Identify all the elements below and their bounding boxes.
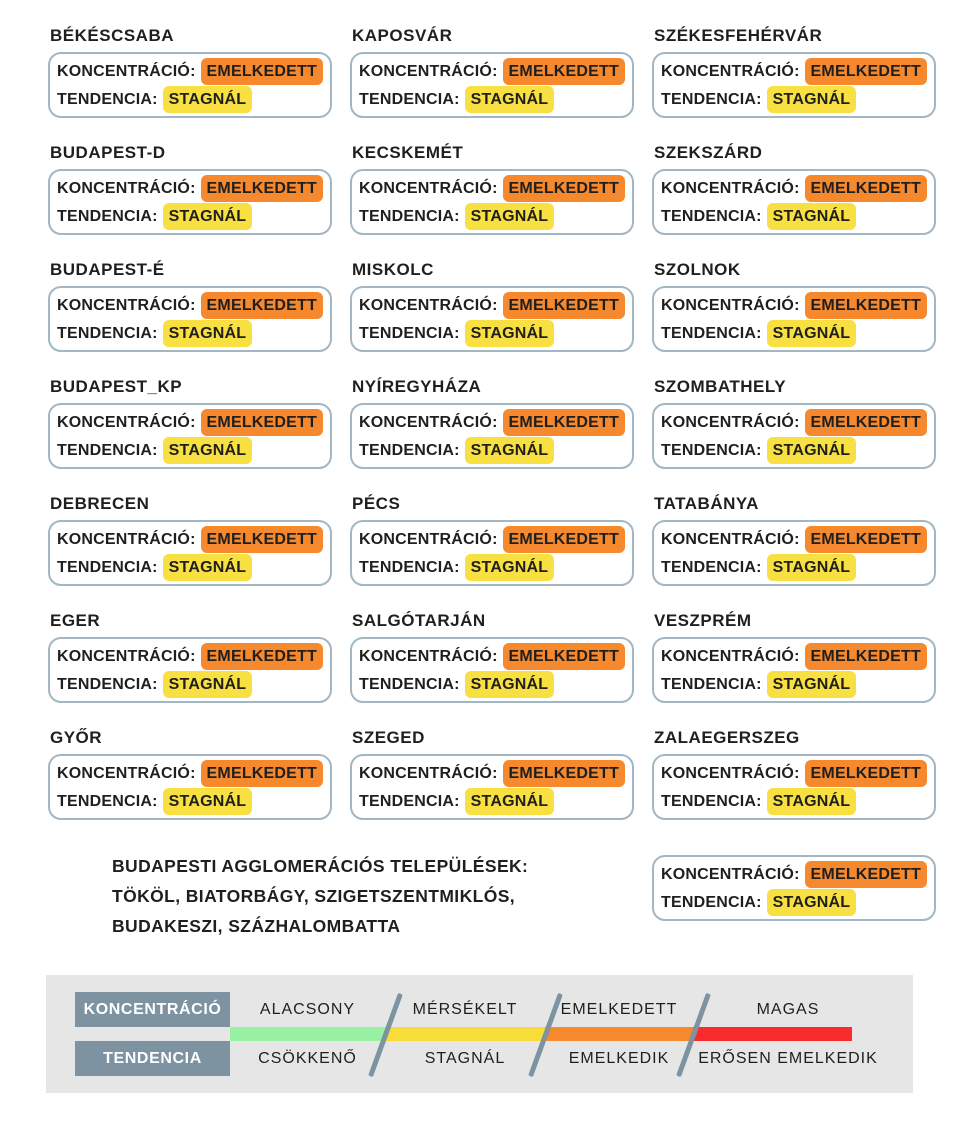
koncentracio-line xyxy=(57,58,323,85)
tendencia-label: TENDENCIA: xyxy=(359,90,460,108)
tendencia-label: TENDENCIA: xyxy=(359,675,460,693)
city-name: DEBRECEN xyxy=(50,494,150,513)
legend-header-koncentracio: KONCENTRÁCIÓ xyxy=(75,992,230,1027)
tendencia-value-badge: STAGNÁL xyxy=(767,437,857,464)
koncentracio-value-badge: EMELKEDETT xyxy=(503,58,625,85)
koncentracio-value-badge: EMELKEDETT xyxy=(503,526,625,553)
city-name: ZALAEGERSZEG xyxy=(654,728,800,747)
tendencia-line xyxy=(57,320,323,347)
city-cell xyxy=(350,142,634,259)
koncentracio-value-badge: EMELKEDETT xyxy=(805,409,927,436)
city-cell xyxy=(48,493,332,610)
tendencia-label: TENDENCIA: xyxy=(57,324,158,342)
tendencia-value-badge: STAGNÁL xyxy=(465,86,555,113)
koncentracio-label: KONCENTRÁCIÓ: xyxy=(57,179,196,197)
city-name: MISKOLC xyxy=(352,260,434,279)
city-card xyxy=(652,286,936,352)
city-cell xyxy=(652,376,936,493)
city-card xyxy=(48,520,332,586)
tendencia-label: TENDENCIA: xyxy=(359,441,460,459)
city-cell xyxy=(652,142,936,259)
city-card xyxy=(48,169,332,235)
tendencia-label: TENDENCIA: xyxy=(359,558,460,576)
koncentracio-value-badge: EMELKEDETT xyxy=(201,760,323,787)
koncentracio-value-badge: EMELKEDETT xyxy=(201,292,323,319)
koncentracio-line xyxy=(57,643,323,670)
city-name: KECSKEMÉT xyxy=(352,143,464,162)
koncentracio-line xyxy=(359,58,625,85)
city-cards-grid xyxy=(48,25,936,844)
legend-level-emelkedett: EMELKEDETT xyxy=(560,1000,678,1018)
agglomeration-note-line1: BUDAPESTI AGGLOMERÁCIÓS TELEPÜLÉSEK: xyxy=(112,856,529,876)
city-cell xyxy=(652,727,936,844)
city-name: SZOMBATHELY xyxy=(654,377,787,396)
koncentracio-value-badge: EMELKEDETT xyxy=(503,292,625,319)
koncentracio-value-badge: EMELKEDETT xyxy=(805,760,927,787)
city-card xyxy=(652,403,936,469)
koncentracio-value-badge: EMELKEDETT xyxy=(805,175,927,202)
city-card xyxy=(652,52,936,118)
koncentracio-label: KONCENTRÁCIÓ: xyxy=(661,179,800,197)
city-name: GYŐR xyxy=(50,728,103,747)
koncentracio-line xyxy=(661,175,927,202)
tendencia-value-badge: STAGNÁL xyxy=(465,788,555,815)
tendencia-value-badge: STAGNÁL xyxy=(465,554,555,581)
city-card xyxy=(48,52,332,118)
legend-level-stagnal: STAGNÁL xyxy=(424,1049,506,1067)
city-card xyxy=(652,754,936,820)
koncentracio-label: KONCENTRÁCIÓ: xyxy=(57,647,196,665)
tendencia-value-badge: STAGNÁL xyxy=(767,788,857,815)
city-cell xyxy=(350,259,634,376)
tendencia-value-badge: STAGNÁL xyxy=(163,671,253,698)
city-cell xyxy=(350,727,634,844)
tendencia-value-badge: STAGNÁL xyxy=(767,86,857,113)
city-cell xyxy=(350,25,634,142)
legend-scale-orange xyxy=(545,1027,693,1041)
city-name: SZEGED xyxy=(352,728,425,747)
tendencia-label: TENDENCIA: xyxy=(57,558,158,576)
tendencia-line xyxy=(359,788,625,815)
tendencia-line xyxy=(57,437,323,464)
tendencia-value-badge: STAGNÁL xyxy=(767,554,857,581)
city-cell xyxy=(350,493,634,610)
tendencia-line xyxy=(359,203,625,230)
koncentracio-value-badge: EMELKEDETT xyxy=(805,526,927,553)
legend-scale-yellow xyxy=(385,1027,545,1041)
koncentracio-line xyxy=(661,760,927,787)
koncentracio-label: KONCENTRÁCIÓ: xyxy=(359,179,498,197)
city-name: VESZPRÉM xyxy=(654,611,752,630)
city-cell xyxy=(350,376,634,493)
city-cell xyxy=(48,727,332,844)
city-card xyxy=(652,520,936,586)
tendencia-label: TENDENCIA: xyxy=(661,893,762,911)
koncentracio-label: KONCENTRÁCIÓ: xyxy=(57,764,196,782)
koncentracio-label: KONCENTRÁCIÓ: xyxy=(661,62,800,80)
tendencia-line xyxy=(57,203,323,230)
legend-level-emelkedik: EMELKEDIK xyxy=(568,1049,670,1067)
koncentracio-line xyxy=(661,526,927,553)
agglomeration-card xyxy=(652,855,936,921)
tendencia-value-badge: STAGNÁL xyxy=(767,889,857,916)
tendencia-line xyxy=(661,788,927,815)
tendencia-line xyxy=(359,671,625,698)
tendencia-value-badge: STAGNÁL xyxy=(465,671,555,698)
koncentracio-line xyxy=(57,175,323,202)
city-name: SALGÓTARJÁN xyxy=(352,611,486,630)
tendencia-value-badge: STAGNÁL xyxy=(163,203,253,230)
tendencia-line xyxy=(661,437,927,464)
tendencia-label: TENDENCIA: xyxy=(57,207,158,225)
koncentracio-value-badge: EMELKEDETT xyxy=(201,526,323,553)
city-name: BUDAPEST-É xyxy=(50,260,165,279)
tendencia-value-badge: STAGNÁL xyxy=(163,437,253,464)
koncentracio-value-badge: EMELKEDETT xyxy=(201,58,323,85)
tendencia-label: TENDENCIA: xyxy=(359,207,460,225)
tendencia-value-badge: STAGNÁL xyxy=(767,671,857,698)
legend-level-csokkeno: CSÖKKENŐ xyxy=(258,1049,357,1067)
city-cell xyxy=(48,376,332,493)
city-cell xyxy=(652,610,936,727)
koncentracio-line xyxy=(57,409,323,436)
city-name: BÉKÉSCSABA xyxy=(50,26,175,45)
tendencia-line xyxy=(359,320,625,347)
koncentracio-label: KONCENTRÁCIÓ: xyxy=(57,413,196,431)
koncentracio-value-badge: EMELKEDETT xyxy=(503,409,625,436)
koncentracio-value-badge: EMELKEDETT xyxy=(201,409,323,436)
koncentracio-value-badge: EMELKEDETT xyxy=(805,643,927,670)
koncentracio-value-badge: EMELKEDETT xyxy=(503,175,625,202)
city-name: TATABÁNYA xyxy=(654,494,759,513)
city-cell xyxy=(350,610,634,727)
city-cell xyxy=(652,493,936,610)
koncentracio-line xyxy=(57,292,323,319)
tendencia-line xyxy=(661,86,927,113)
city-card xyxy=(48,637,332,703)
legend xyxy=(46,975,913,1093)
koncentracio-label: KONCENTRÁCIÓ: xyxy=(359,530,498,548)
koncentracio-label: KONCENTRÁCIÓ: xyxy=(359,62,498,80)
city-name: BUDAPEST_KP xyxy=(50,377,183,396)
tendencia-label: TENDENCIA: xyxy=(359,792,460,810)
tendencia-label: TENDENCIA: xyxy=(57,792,158,810)
koncentracio-label: KONCENTRÁCIÓ: xyxy=(661,865,800,883)
city-card xyxy=(652,637,936,703)
koncentracio-label: KONCENTRÁCIÓ: xyxy=(57,62,196,80)
agglomeration-note xyxy=(112,851,528,941)
city-cell xyxy=(48,142,332,259)
tendencia-value-badge: STAGNÁL xyxy=(767,320,857,347)
tendencia-label: TENDENCIA: xyxy=(661,558,762,576)
koncentracio-value-badge: EMELKEDETT xyxy=(201,643,323,670)
city-name: EGER xyxy=(50,611,101,630)
agglomeration-note-line3: BUDAKESZI, SZÁZHALOMBATTA xyxy=(112,916,401,936)
city-cell xyxy=(48,259,332,376)
city-card xyxy=(48,754,332,820)
koncentracio-label: KONCENTRÁCIÓ: xyxy=(661,296,800,314)
koncentracio-line xyxy=(57,526,323,553)
koncentracio-line xyxy=(359,292,625,319)
tendencia-value-badge: STAGNÁL xyxy=(163,554,253,581)
koncentracio-line xyxy=(359,643,625,670)
koncentracio-label: KONCENTRÁCIÓ: xyxy=(359,296,498,314)
city-card xyxy=(350,286,634,352)
tendencia-value-badge: STAGNÁL xyxy=(465,437,555,464)
legend-level-alacsony: ALACSONY xyxy=(259,1000,356,1018)
city-name: BUDAPEST-D xyxy=(50,143,166,162)
koncentracio-label: KONCENTRÁCIÓ: xyxy=(57,530,196,548)
koncentracio-value-badge: EMELKEDETT xyxy=(805,861,927,888)
city-card xyxy=(350,637,634,703)
tendencia-label: TENDENCIA: xyxy=(57,90,158,108)
tendencia-value-badge: STAGNÁL xyxy=(163,86,253,113)
legend-scale-red xyxy=(693,1027,852,1041)
tendencia-label: TENDENCIA: xyxy=(57,441,158,459)
tendencia-line xyxy=(57,788,323,815)
city-card xyxy=(48,403,332,469)
koncentracio-line xyxy=(359,760,625,787)
tendencia-label: TENDENCIA: xyxy=(661,441,762,459)
city-card xyxy=(652,169,936,235)
tendencia-label: TENDENCIA: xyxy=(661,675,762,693)
tendencia-line xyxy=(661,554,927,581)
city-card xyxy=(48,286,332,352)
city-cell xyxy=(48,25,332,142)
city-name: PÉCS xyxy=(352,494,401,513)
tendencia-line xyxy=(661,203,927,230)
city-card xyxy=(350,520,634,586)
legend-scale-green xyxy=(230,1027,385,1041)
koncentracio-value-badge: EMELKEDETT xyxy=(805,58,927,85)
koncentracio-label: KONCENTRÁCIÓ: xyxy=(661,764,800,782)
koncentracio-label: KONCENTRÁCIÓ: xyxy=(359,647,498,665)
koncentracio-label: KONCENTRÁCIÓ: xyxy=(661,530,800,548)
tendencia-label: TENDENCIA: xyxy=(661,207,762,225)
koncentracio-label: KONCENTRÁCIÓ: xyxy=(661,647,800,665)
tendencia-value-badge: STAGNÁL xyxy=(465,320,555,347)
koncentracio-line xyxy=(661,643,927,670)
tendencia-value-badge: STAGNÁL xyxy=(163,320,253,347)
tendencia-line xyxy=(661,889,927,916)
city-name: KAPOSVÁR xyxy=(352,26,453,45)
agglomeration-note-line2: TÖKÖL, BIATORBÁGY, SZIGETSZENTMIKLÓS, xyxy=(112,886,516,906)
koncentracio-line xyxy=(359,526,625,553)
tendencia-line xyxy=(57,554,323,581)
city-cell xyxy=(652,25,936,142)
tendencia-label: TENDENCIA: xyxy=(661,324,762,342)
koncentracio-label: KONCENTRÁCIÓ: xyxy=(359,764,498,782)
tendencia-label: TENDENCIA: xyxy=(661,792,762,810)
koncentracio-line xyxy=(661,861,927,888)
koncentracio-label: KONCENTRÁCIÓ: xyxy=(661,413,800,431)
tendencia-line xyxy=(359,554,625,581)
koncentracio-line xyxy=(661,58,927,85)
legend-level-mersekelt: MÉRSÉKELT xyxy=(412,1000,518,1018)
city-card xyxy=(350,403,634,469)
tendencia-value-badge: STAGNÁL xyxy=(163,788,253,815)
tendencia-line xyxy=(661,320,927,347)
legend-level-magas: MAGAS xyxy=(756,1000,820,1018)
city-name: SZEKSZÁRD xyxy=(654,143,763,162)
tendencia-line xyxy=(661,671,927,698)
city-name: SZÉKESFEHÉRVÁR xyxy=(654,26,823,45)
city-card xyxy=(350,169,634,235)
tendencia-label: TENDENCIA: xyxy=(57,675,158,693)
koncentracio-line xyxy=(359,175,625,202)
tendencia-value-badge: STAGNÁL xyxy=(767,203,857,230)
tendencia-label: TENDENCIA: xyxy=(661,90,762,108)
tendencia-label: TENDENCIA: xyxy=(359,324,460,342)
city-cell xyxy=(652,259,936,376)
koncentracio-line xyxy=(661,409,927,436)
koncentracio-value-badge: EMELKEDETT xyxy=(503,643,625,670)
city-cell xyxy=(48,610,332,727)
city-name: NYÍREGYHÁZA xyxy=(352,377,482,396)
koncentracio-line xyxy=(661,292,927,319)
tendencia-line xyxy=(359,437,625,464)
legend-level-erosen-emelkedik: ERŐSEN EMELKEDIK xyxy=(698,1049,878,1067)
koncentracio-value-badge: EMELKEDETT xyxy=(503,760,625,787)
legend-header-tendencia: TENDENCIA xyxy=(75,1041,230,1076)
city-card xyxy=(350,754,634,820)
koncentracio-value-badge: EMELKEDETT xyxy=(805,292,927,319)
koncentracio-line xyxy=(57,760,323,787)
tendencia-line xyxy=(57,86,323,113)
city-name: SZOLNOK xyxy=(654,260,741,279)
koncentracio-label: KONCENTRÁCIÓ: xyxy=(359,413,498,431)
tendencia-line xyxy=(57,671,323,698)
tendencia-value-badge: STAGNÁL xyxy=(465,203,555,230)
tendencia-line xyxy=(359,86,625,113)
city-card xyxy=(350,52,634,118)
koncentracio-value-badge: EMELKEDETT xyxy=(201,175,323,202)
koncentracio-label: KONCENTRÁCIÓ: xyxy=(57,296,196,314)
koncentracio-line xyxy=(359,409,625,436)
